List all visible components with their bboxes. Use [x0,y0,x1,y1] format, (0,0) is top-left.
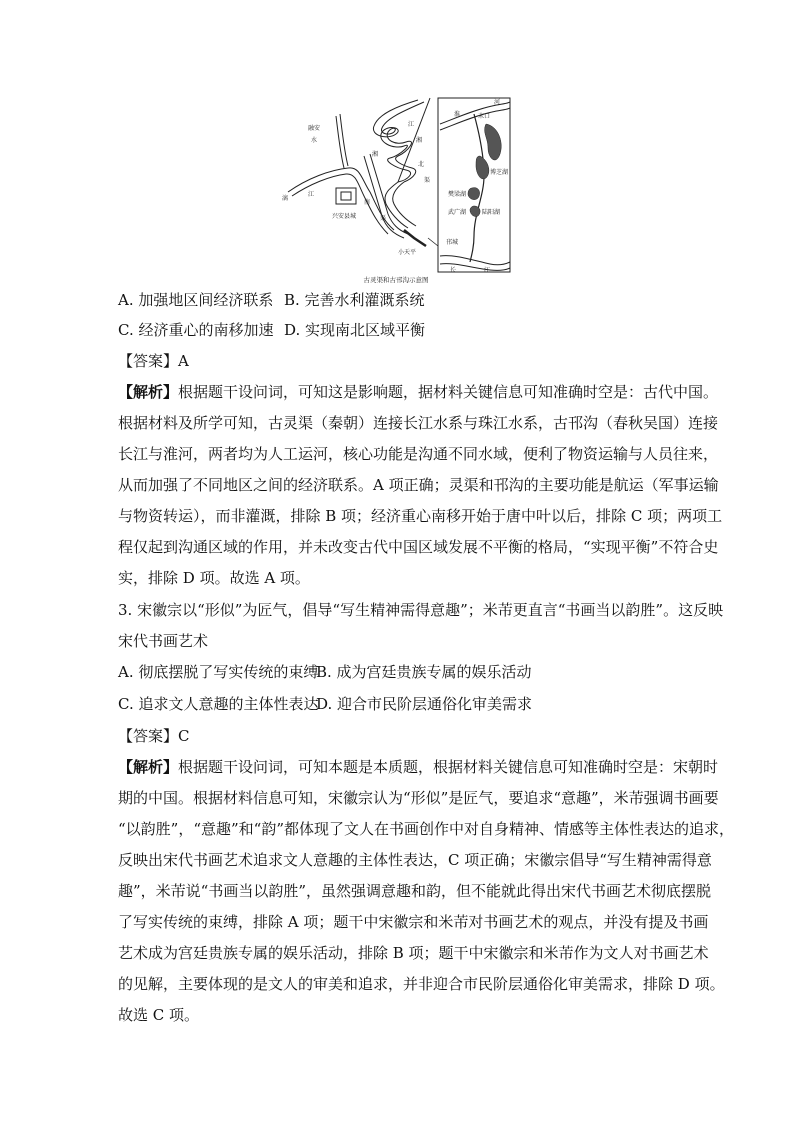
q3-option-c: C. 追求文人意趣的主体性表达 [118,695,319,713]
q3-analysis-line-5: 趣”，米芾说“书画当以韵胜”，虽然强调意趣和韵，但不能就此得出宋代书画艺术彻底摆脱 [118,882,712,900]
canal-map-figure [278,96,514,286]
q2-analysis-label: 【解析】 [118,383,179,401]
q3-analysis-line-6: 了写实传统的束缚，排除 A 项；题干中宋徽宗和米芾对书画艺术的观点，并没有提及书画 [118,913,709,931]
label-he: 河 [494,99,501,106]
q3-option-d: D. 迎合市民阶层通俗化审美需求 [316,695,533,713]
q2-analysis-line-4: 从而加强了不同地区之间的经济联系。A 项正确；灵渠和邗沟的主要功能是航运（军事运输 [118,476,719,494]
label-fanliang: 樊梁湖 [448,191,467,198]
label-shui: 水 [311,137,318,144]
label-jiang-yangtze: 江 [484,267,491,274]
canal-map-svg [278,96,514,286]
q3-answer: 【答案】C [118,727,190,745]
label-hancheng: 邗城 [446,239,459,246]
q3-analysis-line-4: 反映出宋代书画艺术追求文人意趣的主体性表达，C 项正确；宋徽宗倡导“写生精神需得意 [118,851,712,869]
q2-option-b: B. 完善水利灌溉系统 [284,291,425,309]
q2-answer: 【答案】A [118,352,189,370]
label-chang: 长 [450,267,457,274]
label-xiaotianping: 小天平 [398,249,417,256]
label-mokou: 末口 [478,113,491,120]
q3-options-row-1 [118,662,532,682]
q3-analysis-line-3: “以韵胜”，“意趣”和“韵”都体现了文人在书画创作中对自身精神、情感等主体性表达的追求， [118,820,735,838]
q2-options-row-1 [118,290,425,310]
label-wuguang: 武广湖 [448,209,467,216]
q2-analysis-line-1 [118,382,718,402]
q3-stem-line-2: 宋代书画艺术 [118,632,209,650]
q2-analysis-line-3: 长江与淮河，两者均为人工运河，核心功能是沟通不同水域，便利了物资运输与人员往来， [118,445,719,463]
label-li-jiang: 江 [308,191,315,198]
q2-analysis-line-6: 程仅起到沟通区域的作用，并未改变古代中国区域发展不平衡的格局，“实现平衡”不符合史 [118,538,719,556]
label-nan: 南 [364,199,371,206]
label-xiang: 湘 [416,137,423,144]
q2-analysis-line-2: 根据材料及所学可知，古灵渠（秦朝）连接长江水系与珠江水系，古邗沟（春秋吴国）连接 [118,414,719,432]
q3-stem-line-1: 3. 宋徽宗以“形似”为匠气，倡导“写生精神需得意趣”；米芾更直言“书画当以韵胜”。这反映 [118,601,724,619]
label-xingan: 兴安县城 [332,213,357,220]
q3-option-b: B. 成为宫廷贵族专属的娱乐活动 [316,663,532,681]
q2-option-c: C. 经济重心的南移加速 [118,321,274,339]
q3-options-row-2 [118,694,532,714]
label-boshizhi: 博芝湖 [490,169,509,176]
q2-analysis-line-5: 与物资转运），而非灌溉，排除 B 项；经济重心南移开始于唐中叶以后，排除 C 项；两项工 [118,507,723,525]
label-lujie: 陆阳湖 [482,209,501,216]
q3-analysis-line-9: 故选 C 项。 [118,1006,200,1024]
label-xiang-small: 湘 [372,151,379,158]
q3-analysis-line-2: 期的中国。根据材料信息可知，宋徽宗认为“形似”是匠气，要追求“意趣”，米芾强调书画要 [118,789,719,807]
q3-analysis-text-0: 根据题干设问词，可知本题是本质题，根据材料关键信息可知准确时空是：宋朝时 [178,758,719,776]
q3-option-a: A. 彻底摆脱了写实传统的束缚 [118,663,319,681]
label-huai: 淮 [454,111,461,118]
label-qu-south: 渠 [380,215,387,222]
q2-options-row-2 [118,320,425,340]
q2-option-d: D. 实现南北区域平衡 [284,321,426,339]
q2-analysis-line-7: 实，排除 D 项。故选 A 项。 [118,569,310,587]
label-li: 漓 [282,195,289,202]
label-bei: 北 [418,161,425,168]
figure-caption: 古灵渠和古邗沟示意图 [363,276,429,284]
q2-option-a: A. 加强地区间经济联系 [118,291,274,309]
q2-analysis-text-0: 根据题干设问词，可知这是影响题，据材料关键信息可知准确时空是：古代中国。 [178,383,719,401]
q3-analysis-line-8: 的见解，主要体现的是文人的审美和追求，并非迎合市民阶层通俗化审美需求，排除 D 项。 [118,975,725,993]
label-rongan: 融安 [308,125,321,132]
q3-analysis-line-1 [118,757,718,777]
q3-analysis-label: 【解析】 [118,758,179,776]
label-qu-north: 渠 [424,177,431,184]
label-xiang-jiang: 江 [408,121,415,128]
lingqu-map [288,98,438,246]
q3-analysis-line-7: 艺术成为宫廷贵族专属的娱乐活动，排除 B 项；题干中宋徽宗和米芾作为文人对书画艺术 [118,944,709,962]
